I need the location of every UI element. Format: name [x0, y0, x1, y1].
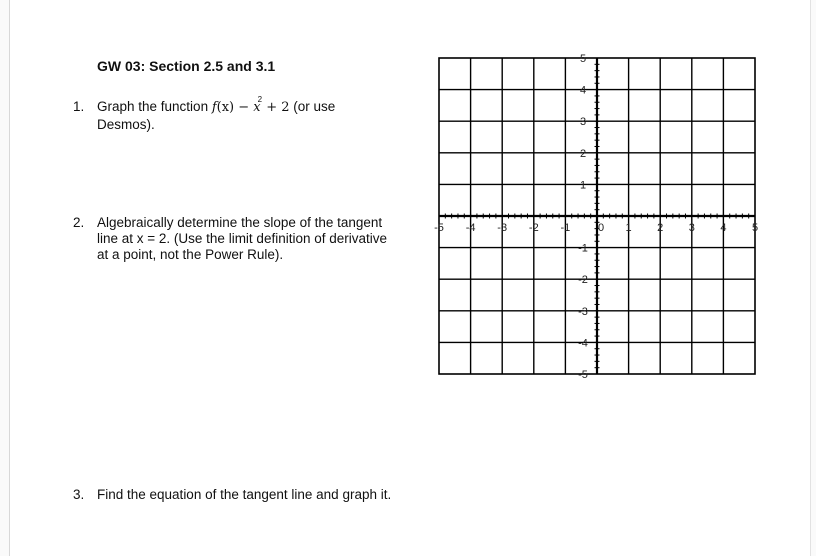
question-2-text: [97, 215, 387, 263]
y-tick-label: 2: [579, 147, 587, 160]
math-constant-term: + 2: [262, 100, 290, 115]
x-tick-label: 4: [720, 222, 727, 234]
math-function-arg: (x): [216, 100, 235, 115]
y-tick-label: 5: [579, 53, 587, 65]
x-tick-label: -1: [560, 222, 571, 234]
x-tick-label: -5: [434, 222, 444, 234]
assignment-title: GW 03: Section 2.5 and 3.1: [97, 58, 276, 74]
question-2-line-1: Algebraically determine the slope of the tangent: [97, 215, 383, 230]
question-2-line-2: line at x = 2. (Use the limit definition of derivative: [97, 231, 388, 246]
question-1-prefix: Graph the function: [97, 99, 212, 114]
question-3-number: 3.: [73, 487, 85, 502]
y-tick-label: -1: [578, 242, 588, 255]
x-tick-label: 1: [625, 222, 632, 234]
y-tick-label: 4: [579, 84, 587, 97]
y-tick-label: -5: [578, 369, 588, 381]
page-left-margin: [0, 0, 10, 556]
question-2-number: 2.: [73, 215, 85, 230]
y-tick-label: -4: [578, 337, 588, 350]
math-variable-x: x: [253, 100, 261, 115]
question-1-text: [97, 95, 336, 133]
x-tick-label: -3: [497, 222, 508, 234]
x-tick-label: 3: [688, 222, 695, 234]
x-tick-label: -4: [465, 222, 476, 234]
question-1-number: 1.: [73, 99, 85, 114]
math-minus-sign: −: [234, 100, 254, 115]
question-3-line-1: Find the equation of the tangent line and graph it.: [97, 487, 392, 502]
question-1-suffix: (or use: [289, 99, 336, 114]
coordinate-grid: [428, 46, 768, 381]
y-tick-label: 3: [579, 116, 587, 129]
y-tick-label: -2: [578, 274, 588, 287]
x-tick-label: 5: [751, 222, 759, 234]
question-1-line-1: [97, 95, 336, 117]
y-tick-label: -3: [578, 305, 588, 318]
coordinate-grid-svg: [428, 46, 768, 381]
question-1-line-2: Desmos).: [97, 117, 155, 132]
origin-label: 0: [597, 222, 605, 234]
y-tick-label: 1: [579, 179, 587, 192]
math-exponent: 2: [257, 95, 263, 104]
question-2-line-3: at a point, not the Power Rule).: [97, 247, 284, 262]
x-tick-label: -2: [528, 222, 539, 234]
question-3-text: [97, 487, 391, 503]
math-function-name: f: [211, 100, 217, 115]
x-tick-label: 2: [657, 222, 664, 234]
page-right-margin: [810, 0, 816, 556]
